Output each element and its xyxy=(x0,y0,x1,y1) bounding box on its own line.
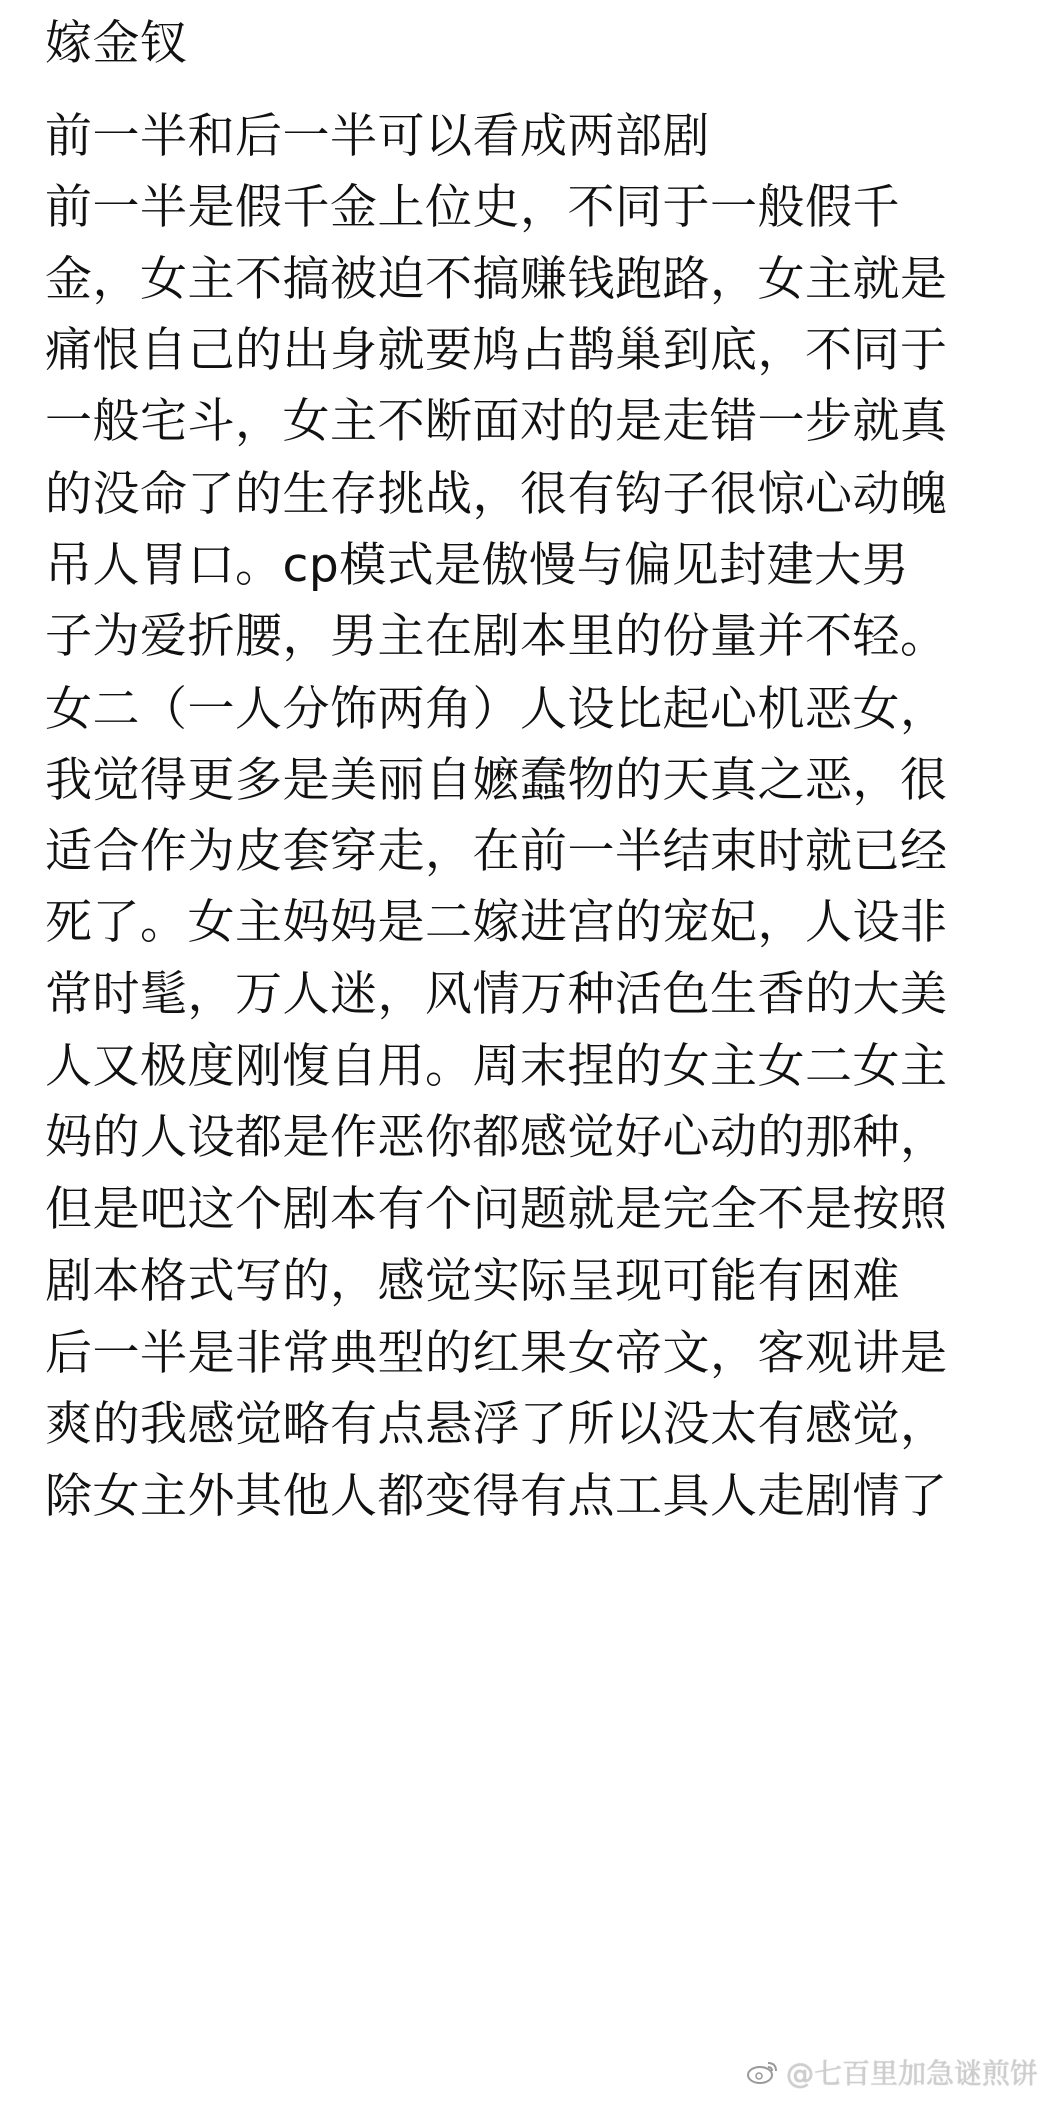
text-line: 吊人胃口。cp模式是傲慢与偏见封建大男 xyxy=(45,538,910,593)
text-line: 前一半和后一半可以看成两部剧 xyxy=(45,109,710,164)
text-line: 爽的我感觉略有点悬浮了所以没太有感觉， xyxy=(45,1397,948,1452)
text-line: 适合作为皮套穿走，在前一半结束时就已经 xyxy=(45,824,948,879)
text-line: 剧本格式写的，感觉实际呈现可能有困难 xyxy=(45,1254,900,1309)
text-line: 前一半是假千金上位史，不同于一般假千 xyxy=(45,180,900,235)
text-line: 金，女主不搞被迫不搞赚钱跑路，女主就是 xyxy=(45,252,948,307)
text-line: 人又极度刚愎自用。周末捏的女主女二女主 xyxy=(45,1039,948,1094)
text-line: 痛恨自己的出身就要鸠占鹊巢到底，不同于 xyxy=(45,323,948,378)
text-line: 一般宅斗，女主不断面对的是走错一步就真 xyxy=(45,394,948,449)
watermark-text: @七百里加急谜煎饼 xyxy=(785,2057,1038,2090)
text-line: 死了。女主妈妈是二嫁进宫的宠妃，人设非 xyxy=(45,895,948,950)
post-title: 嫁金钗 xyxy=(45,16,188,71)
text-line: 子为爱折腰，男主在剧本里的份量并不轻。 xyxy=(45,609,948,664)
text-line: 妈的人设都是作恶你都感觉好心动的那种， xyxy=(45,1110,948,1165)
text-line: 除女主外其他人都变得有点工具人走剧情了 xyxy=(45,1469,948,1524)
text-line: 女二（一人分饰两角）人设比起心机恶女， xyxy=(45,682,948,737)
text-line: 常时髦，万人迷，风情万种活色生香的大美 xyxy=(45,967,948,1022)
text-line: 我觉得更多是美丽自嬷蠢物的天真之恶，很 xyxy=(45,753,948,808)
text-line: 但是吧这个剧本有个问题就是完全不是按照 xyxy=(45,1182,948,1237)
watermark xyxy=(746,2052,1038,2092)
weibo-icon xyxy=(746,2059,780,2085)
text-line: 后一半是非常典型的红果女帝文，客观讲是 xyxy=(45,1326,948,1381)
text-line: 的没命了的生存挑战，很有钩子很惊心动魄 xyxy=(45,467,948,522)
